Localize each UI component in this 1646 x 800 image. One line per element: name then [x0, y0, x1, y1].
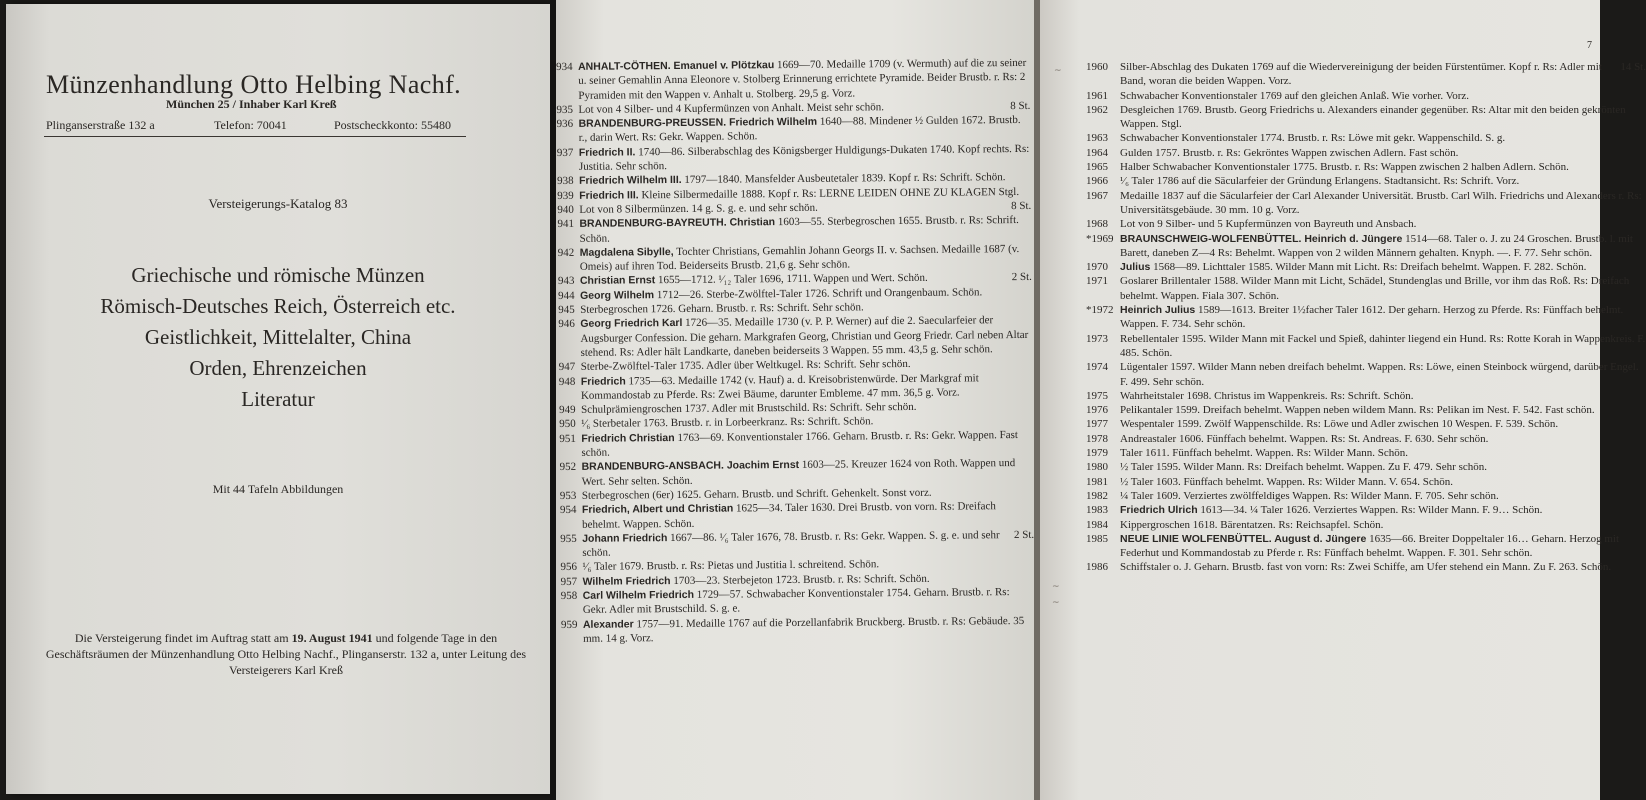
lot-number: 934: [556, 60, 573, 74]
lot-number: 1984: [1086, 518, 1108, 531]
plates-note: Mit 44 Tafeln Abbildungen: [212, 482, 344, 496]
lot-description: Goslarer Brillentaler 1588. Wilder Mann mit Licht, Schädel, Stundenglas und Brille, vor ihm das Roß. Rs: Dreifach behelmt. Wappen. Fiala 307. Schön.: [1120, 275, 1630, 302]
page-number: 7: [1587, 40, 1592, 51]
firm-postcheck: Postscheckkonto: 55480: [334, 118, 451, 132]
lot-number: 1968: [1086, 218, 1108, 231]
lot-description: Lügentaler 1597. Wilder Mann neben dreifach behelmt. Wappen. Rs: Löwe, einen Steinbock würgend, darüber Engel. F. 499. Sehr schön.: [1120, 361, 1639, 388]
list-item: [560, 585, 1035, 618]
lot-description: 1757—91. Medaille 1767 auf die Porzellanfabrik Bruckberg. Brustb. r. Rs: Gebäude. 35 mm. 14 g. Vorz.: [582, 614, 1025, 645]
lot-description: Sterbegroschen (6er) 1625. Geharn. Brustb. und Schrift. Gehenkelt. Sonst vorz.: [581, 486, 932, 502]
list-item: [1086, 232, 1646, 261]
lot-number: 1983: [1086, 504, 1108, 517]
lot-description: 1568—89. Lichttaler 1585. Wilder Mann mit Licht. Rs: Dreifach behelmt. Wappen. F. 282. Schön.: [1150, 261, 1587, 274]
lot-description: 1726—35. Medaille 1730 (v. P. P. Werner) auf die 2. Saecularfeier der Augsburger Confession. Die geharn. Markgrafen Georg, Christian und Georg Friedr. Carl neben Altar stehend. Rs: Adler hält Landkarte, daneben beiderseits 3 Wappen. 55 mm. 43,5 g. Sehr schön.: [580, 314, 1029, 359]
lot-description: 1712—26. Sterbe-Zwölftel-Taler 1726. Schrift und Orangenbaum. Schön.: [654, 286, 983, 301]
lot-description: Sterbegroschen 1726. Geharn. Brustb. r. Rs: Schrift. Sehr schön.: [580, 301, 864, 316]
list-item: [1086, 403, 1646, 417]
lot-description: Andreastaler 1606. Fünffach behelmt. Wappen. Rs: St. Andreas. F. 630. Sehr schön.: [1120, 432, 1489, 445]
lot-description: ¹⁄₆ Sterbetaler 1763. Brustb. r. in Lorbeerkranz. Rs: Schrift. Schön.: [581, 415, 874, 431]
list-item: [1086, 503, 1646, 517]
lot-heading: Christian Ernst: [579, 274, 656, 288]
catalog-cover-page: [6, 4, 550, 794]
lot-description: Silber-Abschlag des Dukaten 1769 auf die Wiedervereinigung der beiden Fürstentümer. Kopf r. Rs: Adler mit Band, woran die beiden Wappen. Vorz.: [1120, 61, 1602, 88]
lot-description: Halber Schwabacher Konventionstaler 1775. Brustb. r. Rs: Wappen zwischen 2 halben Adlern. Schön.: [1120, 161, 1569, 174]
lot-heading: Georg Wilhelm: [580, 288, 655, 302]
list-item: [1086, 217, 1646, 231]
lot-heading: BRANDENBURG-PREUSSEN. Friedrich Wilhelm: [578, 115, 818, 131]
pencil-margin-mark: ~: [1052, 598, 1060, 608]
lot-number: 949: [559, 404, 576, 417]
list-item: [558, 313, 1032, 360]
firm-name: Münzenhandlung Otto Helbing Nachf.: [46, 70, 462, 99]
lot-description: 1635—66. Breiter Doppeltaler 16… Geharn. Herzog mit Federhut und Kommandostab zu Pferde r. Rs: Fünffach behelmt. Wappen. F. 301. Sehr schön.: [1120, 532, 1619, 560]
lot-description: Gulden 1757. Brustb. r. Rs: Gekröntes Wappen zwischen Adlern. Fast schön.: [1120, 146, 1459, 159]
list-item: [1086, 146, 1646, 160]
lot-description: 1729—57. Schwabacher Konventionstaler 1754. Geharn. Brustb. r. Rs: Gekr. Adler mit Brustschild. S. g. e.: [582, 586, 1010, 617]
lot-number: 1980: [1086, 461, 1108, 474]
lot-heading: Friedrich: [580, 374, 626, 388]
lot-number: 943: [557, 275, 575, 288]
lot-count: 2 St.: [1013, 528, 1035, 541]
list-item: [1086, 260, 1646, 274]
lot-heading: BRAUNSCHWEIG-WOLFENBÜTTEL. Heinrich d. Jüngere: [1120, 232, 1403, 245]
catalog-titles: [6, 260, 550, 415]
lot-description: Tochter Christians, Gemahlin Johann Georgs II. v. Sachsen. Medaille 1687 (v. Omeis) auf ihren Tod. Beiderseits Brustb. 21,6 g. Sehr schön.: [579, 242, 1020, 273]
lot-heading: Friedrich Christian: [581, 431, 675, 445]
lot-number: 953: [559, 489, 577, 502]
title-line: Orden, Ehrenzeichen: [189, 356, 367, 380]
list-item: [1086, 475, 1646, 489]
lot-number: 958: [560, 589, 578, 602]
lot-number: 1976: [1086, 404, 1108, 417]
lot-number: 1963: [1086, 132, 1108, 145]
list-item: [559, 499, 1034, 532]
lot-heading: Friedrich, Albert und Christian: [581, 502, 734, 517]
list-item: [1086, 518, 1646, 532]
lot-number: 1962: [1086, 103, 1108, 116]
lot-count: 8 St.: [1010, 99, 1031, 112]
lot-number: 1978: [1086, 432, 1108, 445]
lot-description: 1655—1712. ¹⁄₁₂ Taler 1696, 1711. Wappen und Wert. Schön.: [655, 272, 928, 287]
lot-heading: Friedrich II.: [578, 146, 636, 159]
lot-number: 1967: [1086, 189, 1108, 202]
lot-heading: BRANDENBURG-ANSBACH. Joachim Ernst: [581, 459, 800, 474]
lot-description: 1613—34. ¼ Taler 1626. Verziertes Wappen. Rs: Wilder Mann. F. 9… Schön.: [1197, 504, 1543, 517]
list-item: [1086, 560, 1646, 574]
lot-description: Lot von 4 Silber- und 4 Kupfermünzen von Anhalt. Meist sehr schön.: [578, 101, 885, 116]
lot-number: 1974: [1086, 361, 1108, 374]
list-item: [1086, 332, 1646, 361]
lot-description: 1625—34. Taler 1630. Drei Brustb. von vorn. Rs: Dreifach behelmt. Wappen. Schön.: [582, 500, 996, 531]
lot-description: Lot von 9 Silber- und 5 Kupfermünzen von Bayreuth und Ansbach.: [1120, 218, 1417, 231]
lot-description: ½ Taler 1595. Wilder Mann. Rs: Dreifach behelmt. Wappen. Zu F. 479. Sehr schön.: [1120, 461, 1487, 474]
lot-heading: Friedrich Ulrich: [1120, 504, 1198, 517]
lot-number: 937: [556, 146, 574, 159]
lot-heading: Friedrich III.: [579, 188, 639, 202]
lot-description: ¹⁄₆ Taler 1679. Brustb. r. Rs: Pietas und Justitia l. schreitend. Schön.: [582, 558, 880, 574]
lot-description: Pelikantaler 1599. Dreifach behelmt. Wappen neben wildem Mann. Rs: Pelikan im Nest. F. 542. Fast schön.: [1120, 404, 1595, 417]
lot-description: ½ Taler 1603. Fünffach behelmt. Wappen. Rs: Wilder Mann. V. 654. Schön.: [1120, 475, 1454, 488]
lot-number: 1960: [1086, 61, 1108, 73]
lot-number: 1964: [1086, 146, 1108, 159]
lot-number: 1970: [1086, 261, 1108, 274]
lot-description: 1763—69. Konventionstaler 1766. Geharn. Brustb. r. Rs: Gekr. Wappen. Fast schön.: [581, 428, 1018, 459]
lot-number: 1977: [1086, 418, 1108, 431]
lot-description: Medaille 1837 auf die Säcularfeier der Carl Alexander Universität. Brustb. Carl Wilh. Friedrichs und Alexanders r. Rs: Universitätsgebäude. 30 mm. 10 g. Vorz.: [1120, 189, 1642, 216]
title-line: Griechische und römische Münzen: [131, 263, 425, 287]
list-item: [1086, 460, 1646, 474]
list-item: [1086, 446, 1646, 460]
list-item: [1086, 131, 1646, 145]
list-item: [1086, 160, 1646, 174]
lot-number: 959: [560, 618, 578, 631]
lot-number: 935: [556, 103, 573, 116]
list-item: [1086, 489, 1646, 503]
list-item: [1086, 432, 1646, 446]
lot-number: 946: [558, 318, 575, 331]
lot-number: 942: [557, 246, 575, 259]
list-item: [557, 213, 1031, 246]
lot-heading: Alexander: [582, 617, 634, 631]
lot-heading: Wilhelm Friedrich: [582, 574, 671, 588]
lot-listing-page-left: [556, 0, 1034, 800]
firm-address: Plinganserstraße 132 a: [46, 118, 155, 132]
list-item: [558, 370, 1033, 403]
lot-description: 1603—25. Kreuzer 1624 von Roth. Wappen und Wert. Sehr selten. Schön.: [581, 457, 1016, 488]
lot-description: Schiffstaler o. J. Geharn. Brustb. fast von vorn: Rs: Zwei Schiffe, am Ufer stehend ein Mann. Zu F. 263. Schön.: [1120, 561, 1612, 574]
lot-number: 941: [557, 218, 574, 231]
lot-number: 1979: [1086, 447, 1108, 460]
lot-number: *1969: [1086, 232, 1114, 245]
lot-description: Schwabacher Konventionstaler 1774. Brustb. r. Rs: Löwe mit gekr. Wappenschild. S. g.: [1120, 132, 1506, 145]
list-item: [560, 528, 1035, 561]
title-line: Geistlichkeit, Mittelalter, China: [144, 325, 412, 349]
lot-description: 1589—1613. Breiter 1½facher Taler 1612. Der geharn. Herzog zu Pferde. Rs: Fünffach behelmt. Wappen. F. 734. Sehr schön.: [1120, 304, 1624, 331]
lot-description: 1669—70. Medaille 1709 (v. Wermuth) auf die zu seiner u. seiner Gemahlin Anna Eleonore v. Stolberg Erinnerung errichtete Pyramide. Beider Brustb. r. Rs: 2 Pyramiden mit den Wappen v. Anhalt u. Stolberg. 29,5 g. Vorz.: [578, 56, 1027, 102]
list-item: [556, 142, 1031, 175]
lot-heading: ANHALT-CÖTHEN. Emanuel v. Plötzkau: [578, 59, 775, 73]
list-item: [1086, 360, 1646, 389]
lot-description: Sterbe-Zwölftel-Taler 1735. Adler über Weltkugel. Rs: Schrift. Sehr schön.: [580, 358, 911, 374]
lot-number: 940: [557, 203, 574, 216]
firm-subline: München 25 / Inhaber Karl Kreß: [166, 97, 337, 111]
list-item: [556, 113, 1030, 146]
lot-description: Taler 1611. Fünffach behelmt. Wappen. Rs: Wilder Mann. Schön.: [1120, 447, 1409, 460]
pencil-margin-mark: ~: [1054, 66, 1062, 76]
lot-number: 1971: [1086, 275, 1108, 288]
list-item: [560, 613, 1035, 646]
lot-description: Schulprämiengroschen 1737. Adler mit Brustschild. Rs: Schrift. Sehr schön.: [581, 401, 917, 416]
auction-date: 19. August 1941: [291, 631, 373, 645]
lot-count: 2 St.: [1011, 271, 1032, 284]
lot-heading: Magdalena Sibylle,: [579, 245, 674, 259]
list-item: [1086, 303, 1646, 332]
lot-description: 1797—1840. Mansfelder Ausbeutetaler 1839. Kopf r. Rs: Schrift. Schön.: [681, 171, 1006, 187]
title-line: Römisch-Deutsches Reich, Österreich etc.: [100, 294, 456, 318]
lot-description: 1735—63. Medaille 1742 (v. Hauf) a. d. Kreisobristenwürde. Der Markgraf mit Kommandostab zu Pferde. Rs: Zwei Bäume, darunter Embleme. 47 mm. 36,5 g. Vorz.: [580, 371, 979, 402]
lot-number: 939: [557, 189, 574, 202]
lot-number: 1986: [1086, 561, 1108, 574]
lot-description: Wahrheitstaler 1698. Christus im Wappenkreis. Rs: Schrift. Schön.: [1120, 389, 1414, 402]
notice-text-post: und folgende Tage in den Geschäftsräumen der Münzenhandlung Otto Helbing Nachf., Plinganserstr. 132 a, unter Leitung des Versteigerers Karl Kreß: [45, 631, 527, 677]
lot-number: 945: [558, 303, 575, 317]
lot-number: 957: [560, 575, 578, 588]
lot-number: 952: [559, 461, 577, 474]
lot-description: 1740—86. Silberabschlag des Königsberger Huldigungs-Dukaten 1740. Kopf rechts. Rs: Justitia. Sehr schön.: [578, 142, 1030, 173]
list-item: [1086, 389, 1646, 403]
lot-number: 955: [560, 532, 577, 545]
list-item: [1086, 417, 1646, 431]
lot-number: 1973: [1086, 332, 1108, 345]
notice-text-pre: Die Versteigerung findet im Auftrag statt am: [74, 631, 292, 645]
lot-list: [1086, 60, 1646, 575]
lot-description: Wespentaler 1599. Zwölf Wappenschilde. Rs: Löwe und Adler zwischen 10 Wespen. F. 539. Schön.: [1120, 418, 1559, 431]
list-item: [1086, 60, 1646, 89]
list-item: [1086, 103, 1646, 132]
lot-number: 951: [559, 432, 576, 445]
lot-heading: Johann Friedrich: [582, 531, 668, 545]
lot-description: Schwabacher Konventionstaler 1769 auf den gleichen Anlaß. Wie vorher. Vorz.: [1120, 89, 1470, 102]
lot-number: 954: [559, 504, 577, 517]
lot-description: ¼ Taler 1609. Verziertes zwölffeldiges Wappen. Rs: Wilder Mann. F. 705. Sehr schön.: [1120, 489, 1499, 502]
lot-list: [556, 56, 1035, 646]
lot-description: Rebellentaler 1595. Wilder Mann mit Fackel und Spieß, dahinter liegend ein Hund. Rs: Rotte Korah in Wappenkreis. F. 485. Schön.: [1120, 332, 1646, 359]
list-item: [1086, 532, 1646, 561]
lot-number: 956: [560, 561, 577, 574]
auction-notice: [36, 630, 536, 678]
lot-heading: Heinrich Julius: [1120, 304, 1196, 317]
lot-heading: Georg Friedrich Karl: [580, 317, 683, 331]
lot-number: 936: [556, 118, 574, 131]
lot-description: Kippergroschen 1618. Bärentatzen. Rs: Reichsapfel. Schön.: [1120, 518, 1384, 531]
lot-description: Desgleichen 1769. Brustb. Georg Friedrichs u. Alexanders einander gegenüber. Rs: Altar mit den beiden gekrönten Wappen. Stgl.: [1120, 103, 1626, 131]
lot-count: 14 St.: [1620, 61, 1646, 73]
lot-number: 1981: [1086, 475, 1108, 488]
list-item: [559, 456, 1033, 489]
list-item: [559, 428, 1033, 461]
lot-number: 944: [558, 289, 575, 302]
list-item: [557, 242, 1032, 275]
lot-number: 948: [558, 375, 576, 388]
title-line: Literatur: [241, 387, 315, 411]
lot-description: Lot von 8 Silbermünzen. 14 g. S. g. e. und sehr schön.: [579, 201, 818, 216]
lot-description: 1514—68. Taler o. J. zu 24 Groschen. Brustb. l. mit Barett, daneben Z—4 Rs: Behelmt. Wappen von 2 wilden Männern gehalten. Knyph. —. F. 77. Sehr schön.: [1120, 232, 1633, 259]
lot-number: 1985: [1086, 532, 1108, 545]
lot-description: 1640—88. Mindener ½ Gulden 1672. Brustb. r., darin Wert. Rs: Gekr. Wappen. Schön.: [578, 114, 1021, 145]
lot-description: ¹⁄₆ Taler 1786 auf die Säcularfeier der Gründung Erlangens. Stadtansicht. Rs: Schrift. Vorz.: [1120, 175, 1520, 188]
lot-number: 1961: [1086, 89, 1108, 102]
lot-heading: Carl Wilhelm Friedrich: [582, 588, 695, 602]
list-item: [1086, 189, 1646, 218]
lot-description: 1603—55. Sterbegroschen 1655. Brustb. r. Rs: Schrift. Schön.: [579, 214, 1019, 245]
lot-heading: NEUE LINIE WOLFENBÜTTEL. August d. Jüngere: [1120, 532, 1367, 545]
lot-description: Kleine Silbermedaille 1888. Kopf r. Rs: LERNE LEIDEN OHNE ZU KLAGEN Stgl.: [638, 185, 1020, 201]
lot-number: 1975: [1086, 389, 1108, 402]
lot-description: 1667—86. ¹⁄₆ Taler 1676, 78. Brustb. r. Rs: Gekr. Wappen. S. g. e. und sehr schön.: [582, 528, 1000, 559]
firm-phone: Telefon: 70041: [214, 118, 287, 132]
lot-description: 1703—23. Sterbejeton 1723. Brustb. r. Rs: Schrift. Schön.: [670, 572, 930, 587]
lot-heading: Friedrich Wilhelm III.: [579, 174, 682, 188]
lot-number: 1966: [1086, 175, 1108, 188]
list-item: [556, 56, 1030, 103]
lot-number: 1965: [1086, 161, 1108, 174]
lot-heading: Julius: [1120, 261, 1151, 274]
lot-listing-page-right: [1040, 0, 1646, 800]
lot-heading: BRANDENBURG-BAYREUTH. Christian: [579, 216, 776, 231]
lot-number: 947: [558, 361, 576, 374]
header-rule: [44, 136, 466, 137]
lot-number: 950: [559, 418, 576, 431]
lot-number: 938: [557, 175, 574, 188]
list-item: [1086, 174, 1646, 188]
catalog-number: Versteigerungs-Katalog 83: [208, 196, 348, 211]
lot-number: 1982: [1086, 489, 1108, 502]
list-item: [1086, 89, 1646, 103]
lot-number: *1972: [1086, 304, 1114, 317]
list-item: [1086, 274, 1646, 303]
lot-count: 8 St.: [1011, 199, 1032, 213]
pencil-margin-mark: ~: [1052, 582, 1060, 592]
